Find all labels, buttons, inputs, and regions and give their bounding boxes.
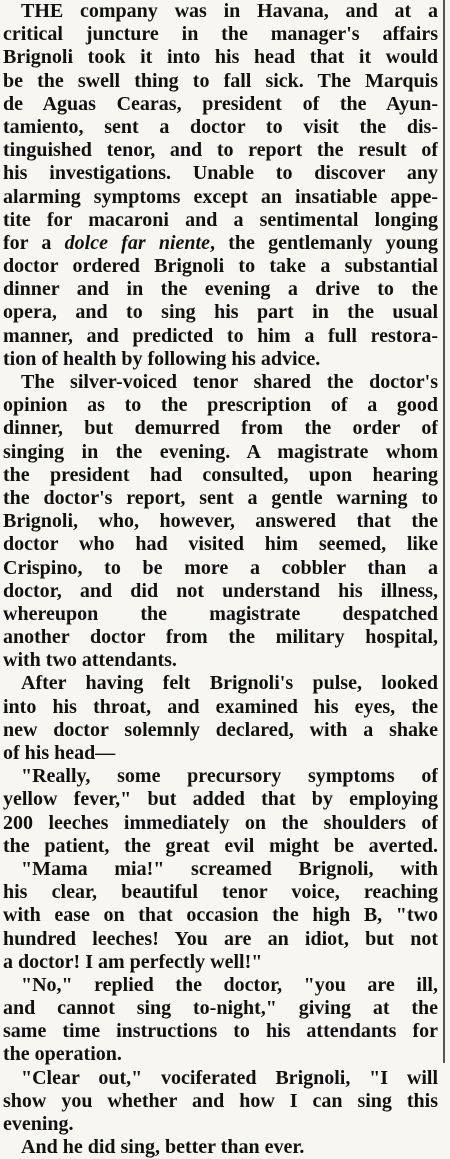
text-line: singing in the evening. A magistrate whom [3,440,438,463]
text-line: and cannot sing to-night," giving at the [3,997,438,1020]
text-line: a doctor! I am perfectly well!" [3,950,263,973]
text-line: another doctor from the military hospital, [3,626,438,649]
text-line: tite for macaroni and a sentimental longing [3,208,438,231]
text-line: doctor ordered Brignoli to take a substantial [3,255,438,278]
text-line: opera, and to sing his part in the usual [3,301,438,324]
text-line: his clear, beautiful tenor voice, reaching [3,881,438,904]
text-line: evening. [3,1113,74,1135]
text-line: the doctor's report, sent a gentle warning to [3,486,438,509]
text-line: Crispino, to be more a cobbler than a [3,556,438,579]
text-line: Brignoli, who, however, answered that the [3,510,438,533]
text-line: opinion as to the prescription of a good [3,394,438,417]
text-line: de Aguas Cearas, president of the Ayun- [3,92,438,115]
text-line: tamiento, sent a doctor to visit the dis- [3,115,438,138]
text-line: the operation. [3,1043,122,1066]
text-line: "Clear out," vociferated Brignoli, "I will [21,1066,438,1089]
text-line: The silver-voiced tenor shared the doctor's [21,371,438,393]
text-line: tion of health by following his advice. [3,347,321,370]
text-line: the president had consulted, upon hearing [3,463,438,486]
text-line: whereupon the magistrate despatched [3,602,438,625]
text-line: be the swell thing to fall sick. The Marquis [3,69,438,92]
text-line: And he did sing, better than ever. [21,1136,305,1159]
text-line: with ease on that occasion the high B, "two [3,904,438,927]
text-line: new doctor solemnly declared, with a shake [3,718,438,741]
text-line: manner, and predicted to him a full restora- [3,324,438,347]
text-line: critical juncture in the manager's affairs [3,23,438,46]
text-line: "No," replied the doctor, "you are ill, [21,973,438,996]
italic-phrase: dolce far niente [64,231,210,254]
text-line: doctor, and did not understand his illness, [3,579,438,602]
text-line: the patient, the great evil might be averted. [3,834,438,857]
column-rule [443,0,445,1063]
text-line: for a dolce far niente, the gentlemanly young [3,231,438,254]
text-line: THE company was in Havana, and at a [21,0,438,22]
text-line: Brignoli took it into his head that it would [3,46,438,69]
text-line: of his head— [3,742,116,764]
text-line: dinner and in the evening a drive to the [3,278,438,301]
text-line: yellow fever," but added that by employing [3,788,438,811]
article-body [3,0,438,1159]
text-line: dinner, but demurred from the order of [3,417,438,440]
text-line: with two attendants. [3,649,177,672]
text-line: tinguished tenor, and to report the result of [3,139,438,162]
text-line: "Mama mia!" screamed Brignoli, with [21,857,438,880]
text-line: alarming symptoms except an insatiable appe- [3,185,438,208]
text-line: "Really, some precursory symptoms of [21,765,438,788]
text-line: doctor who had visited him seemed, like [3,533,438,556]
text-line: show you whether and how I can sing this [3,1089,438,1112]
text-line: into his throat, and examined his eyes, the [3,695,438,718]
text-line: 200 leeches immediately on the shoulders of [3,811,438,834]
text-line: his investigations. Unable to discover any [3,162,438,185]
text-line: same time instructions to his attendants for [3,1020,438,1043]
text-line: hundred leeches! You are an idiot, but not [3,927,438,950]
text-line: After having felt Brignoli's pulse, looked [21,672,438,695]
